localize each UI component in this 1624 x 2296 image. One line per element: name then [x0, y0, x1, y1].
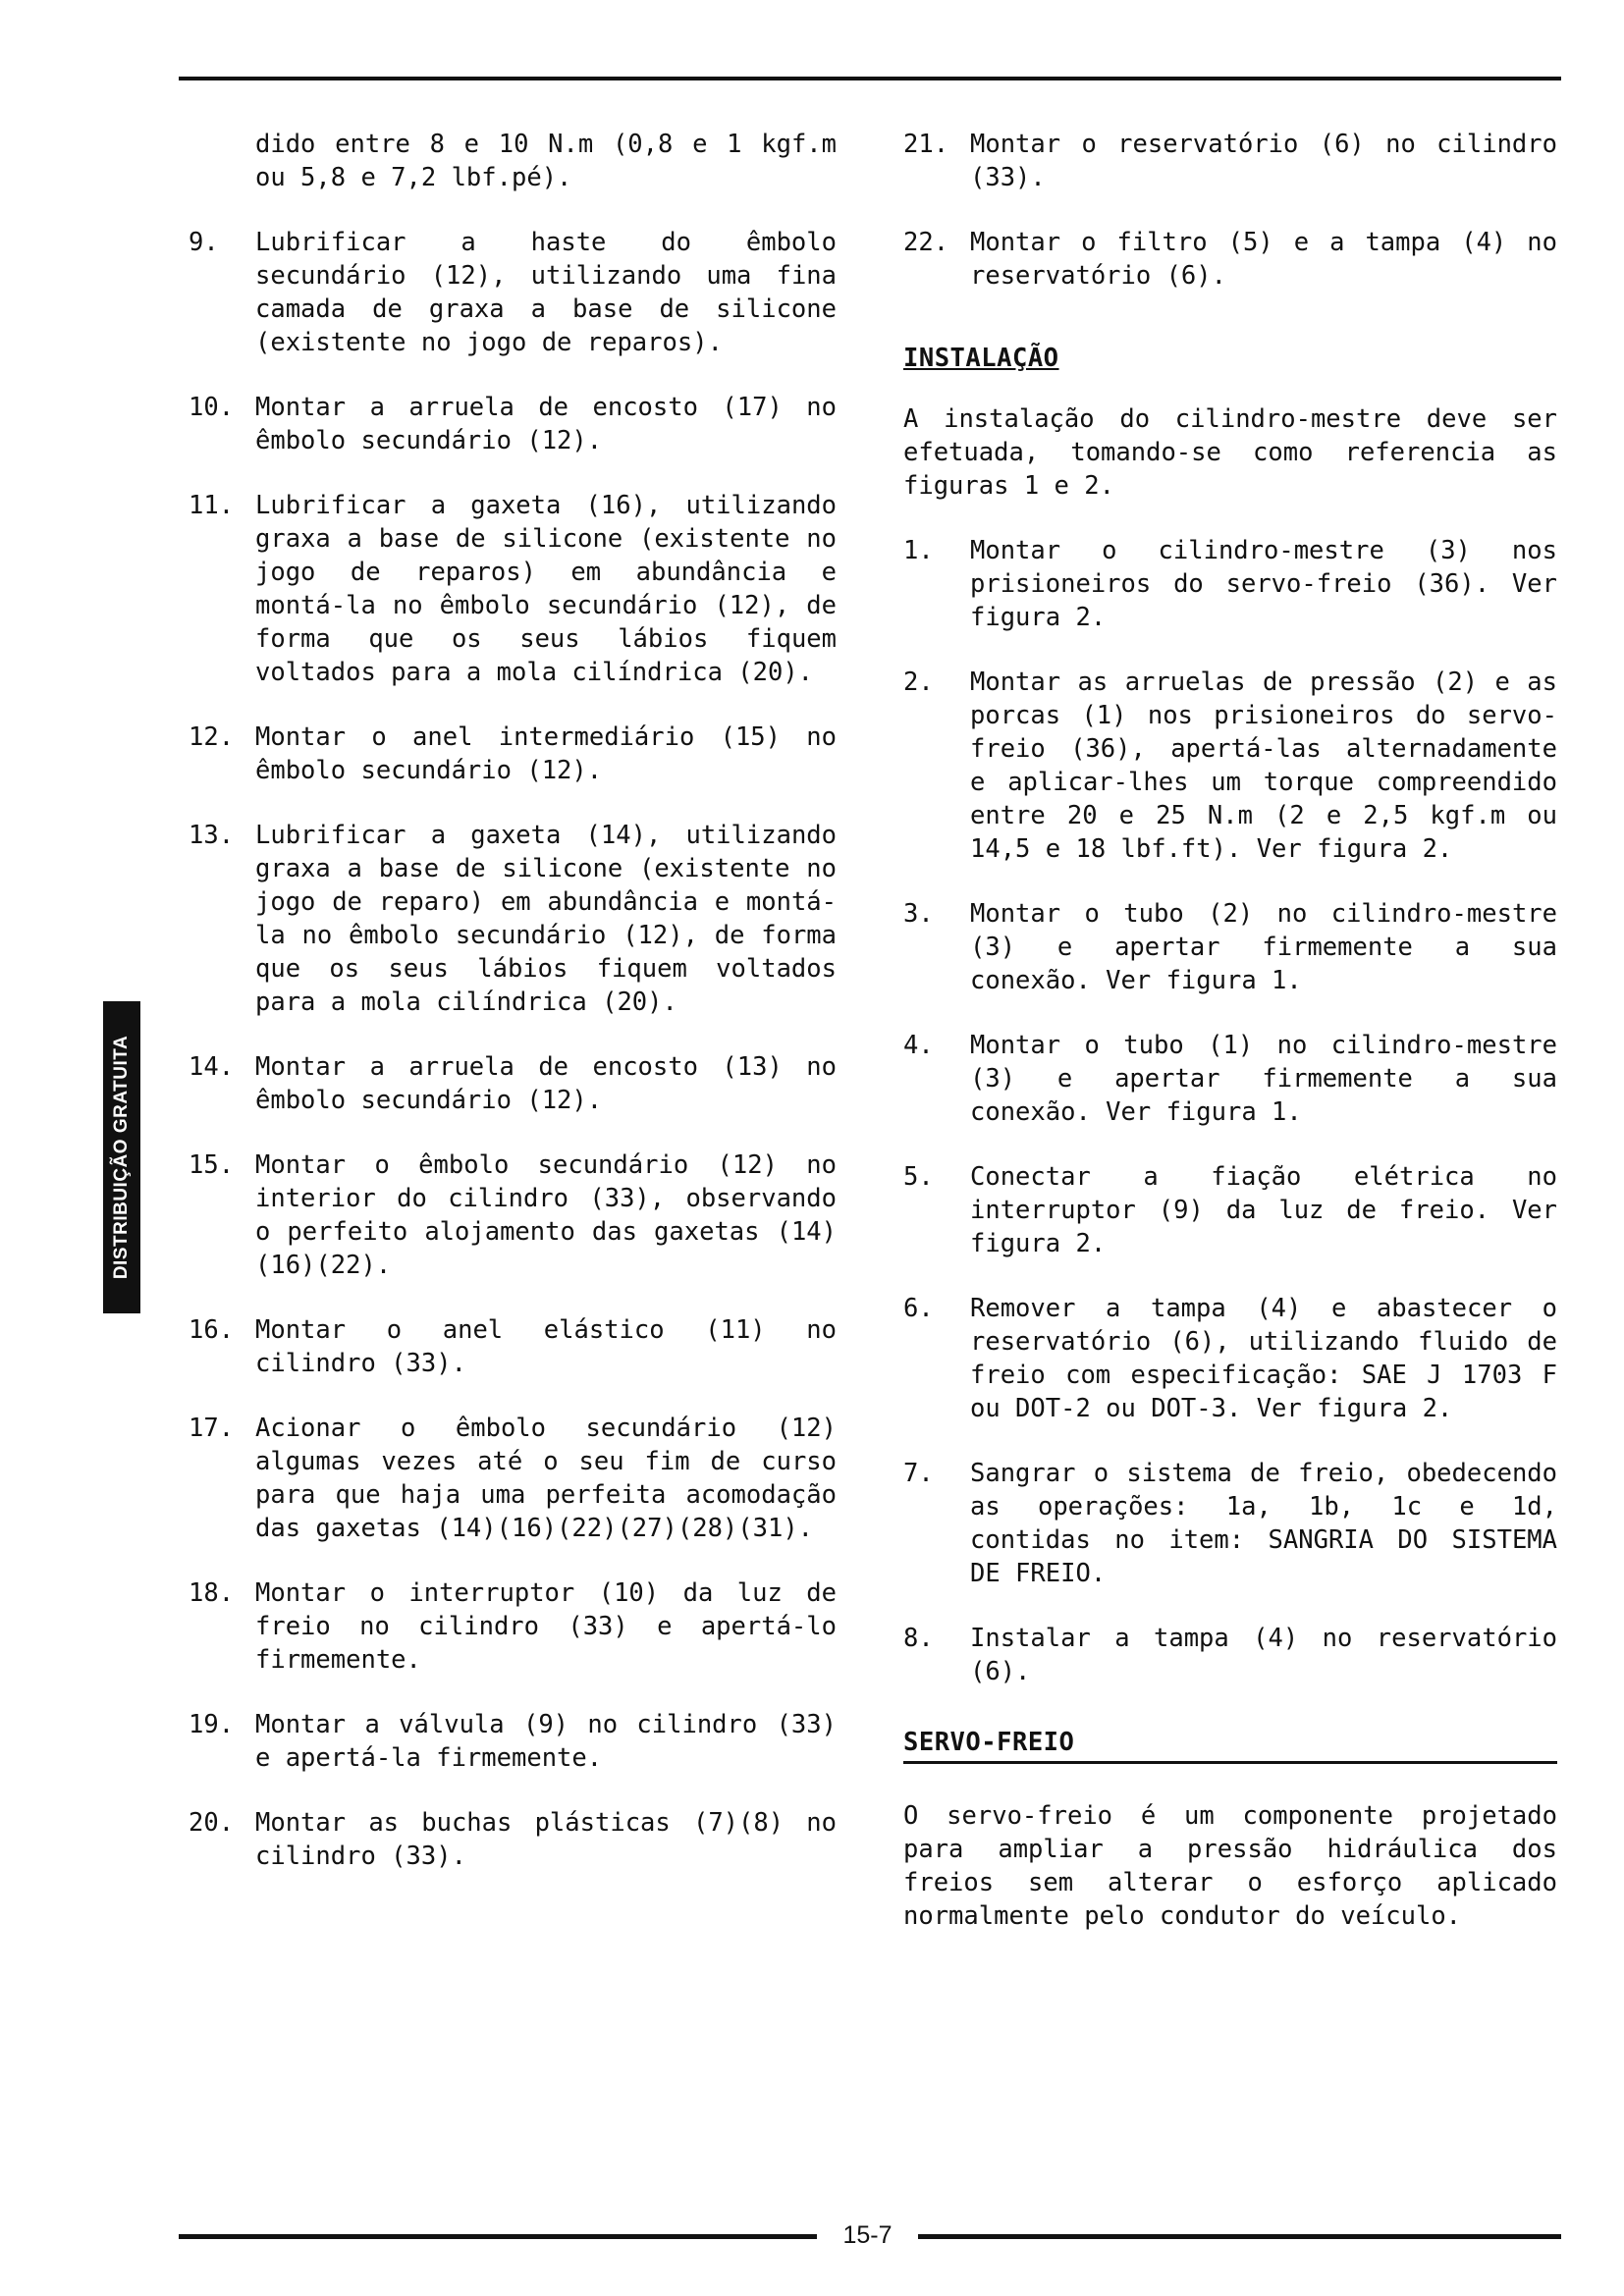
- sidebar-label: DISTRIBUIÇÃO GRATUITA: [111, 1035, 132, 1280]
- step-number: 7.: [903, 1459, 934, 1488]
- list-item: [189, 1412, 837, 1545]
- step-text: Acionar o êmbolo secundário (12) algumas vezes até o seu fim de curso para que haja uma perfeita acomodação das gaxetas (14)(16)(22)(27)(28)(31).: [255, 1414, 837, 1543]
- list-item: [189, 1806, 837, 1873]
- step-text: Montar o anel elástico (11) no cilindro (33).: [255, 1315, 837, 1378]
- step-text: Montar o reservatório (6) no cilindro (33).: [970, 130, 1557, 192]
- list-item: [189, 1050, 837, 1117]
- list-item: [189, 721, 837, 787]
- step-number: 15.: [189, 1150, 235, 1180]
- installation-intro: A instalação do cilindro-mestre deve ser efetuada, tomando-se como referencia as figuras 1 e 2.: [903, 404, 1557, 501]
- step-text: Sangrar o sistema de freio, obedecendo as operações: 1a, 1b, 1c e 1d, contidas no item: SANGRIA DO SISTEMA DE FREIO.: [970, 1459, 1557, 1588]
- list-item: [903, 226, 1557, 293]
- step-number: 20.: [189, 1808, 235, 1838]
- section-heading-installation: INSTALAÇÃO: [903, 344, 1059, 373]
- step-number: 21.: [903, 130, 949, 159]
- step-number: 19.: [189, 1710, 235, 1739]
- step-text: Montar o cilindro-mestre (3) nos prisioneiros do servo-freio (36). Ver figura 2.: [970, 536, 1557, 632]
- step-text: Montar o êmbolo secundário (12) no interior do cilindro (33), observando o perfeito alojamento das gaxetas (14)(16)(22).: [255, 1150, 837, 1280]
- step-number: 11.: [189, 491, 235, 520]
- list-item: [903, 1292, 1557, 1425]
- step-number: 1.: [903, 536, 934, 565]
- top-rule: [179, 77, 1561, 80]
- bottom-rule-right: [918, 2234, 1561, 2239]
- left-column: [189, 128, 837, 1904]
- step-number: 6.: [903, 1294, 934, 1323]
- list-item: [189, 226, 837, 359]
- list-item: [189, 1576, 837, 1677]
- step-text: Montar o tubo (1) no cilindro-mestre (3) e apertar firmemente a sua conexão. Ver figura 1.: [970, 1031, 1557, 1127]
- right-column: [903, 128, 1557, 1964]
- list-item: [189, 489, 837, 689]
- step-text: Conectar a fiação elétrica no interruptor (9) da luz de freio. Ver figura 2.: [970, 1162, 1557, 1258]
- step-number: 9.: [189, 228, 219, 257]
- step-number: 16.: [189, 1315, 235, 1345]
- step-number: 10.: [189, 393, 235, 422]
- continuation-text: dido entre 8 e 10 N.m (0,8 e 1 kgf.m ou 5,8 e 7,2 lbf.pé).: [255, 130, 837, 192]
- step-text: Montar as buchas plásticas (7)(8) no cilindro (33).: [255, 1808, 837, 1871]
- step-text: Instalar a tampa (4) no reservatório (6).: [970, 1624, 1557, 1686]
- step-text: Lubrificar a gaxeta (16), utilizando graxa a base de silicone (existente no jogo de reparos) em abundância e montá-la no êmbolo secundário (12), de forma que os seus lábios fiquem voltados para a mola cilíndrica (20).: [255, 491, 837, 687]
- step-text: Lubrificar a gaxeta (14), utilizando graxa a base de silicone (existente no jogo de reparo) em abundância e montá-la no êmbolo secundário (12), de forma que os seus lábios fiquem voltados para a mola cilíndrica (20).: [255, 821, 837, 1017]
- list-item: [903, 128, 1557, 194]
- list-item: [189, 1313, 837, 1380]
- step-number: 22.: [903, 228, 949, 257]
- step-text: Montar o interruptor (10) da luz de freio no cilindro (33) e apertá-lo firmemente.: [255, 1578, 837, 1675]
- step-text: Lubrificar a haste do êmbolo secundário (12), utilizando uma fina camada de graxa a base de silicone (existente no jogo de reparos).: [255, 228, 837, 357]
- step-number: 17.: [189, 1414, 235, 1443]
- list-item: [189, 1708, 837, 1775]
- sidebar-tab: [103, 1001, 140, 1313]
- step-number: 4.: [903, 1031, 934, 1060]
- list-item: [903, 1457, 1557, 1590]
- list-item: [903, 666, 1557, 866]
- list-item: [903, 897, 1557, 997]
- servo-freio-text: O servo-freio é um componente projetado para ampliar a pressão hidráulica dos freios sem alterar o esforço aplicado normalmente pelo condutor do veículo.: [903, 1801, 1557, 1931]
- list-item: [189, 391, 837, 457]
- list-item: [189, 819, 837, 1019]
- bottom-rule-left: [179, 2234, 817, 2239]
- list-item: [903, 1622, 1557, 1688]
- step-number: 14.: [189, 1052, 235, 1082]
- step-text: Remover a tampa (4) e abastecer o reservatório (6), utilizando fluido de freio com especificação: SAE J 1703 F ou DOT-2 ou DOT-3. Ver figura 2.: [970, 1294, 1557, 1423]
- step-number: 3.: [903, 899, 934, 929]
- list-item: [903, 534, 1557, 634]
- step-number: 2.: [903, 667, 934, 697]
- section-heading-servo-freio: SERVO-FREIO: [903, 1726, 1557, 1764]
- list-item: [903, 1029, 1557, 1129]
- step-text: Montar a válvula (9) no cilindro (33) e apertá-la firmemente.: [255, 1710, 837, 1773]
- step-text: Montar o anel intermediário (15) no êmbolo secundário (12).: [255, 722, 837, 785]
- step-text: Montar as arruelas de pressão (2) e as porcas (1) nos prisioneiros do servo-freio (36), apertá-las alternadamente e aplicar-lhes um torque compreendido entre 20 e 25 N.m (2 e 2,5 kgf.m ou 14,5 e 18 lbf.ft). Ver figura 2.: [970, 667, 1557, 864]
- step-text: Montar o filtro (5) e a tampa (4) no reservatório (6).: [970, 228, 1557, 291]
- step-number: 5.: [903, 1162, 934, 1192]
- step-text: Montar o tubo (2) no cilindro-mestre (3) e apertar firmemente a sua conexão. Ver figura 1.: [970, 899, 1557, 995]
- step-number: 13.: [189, 821, 235, 850]
- step-number: 8.: [903, 1624, 934, 1653]
- step-text: Montar a arruela de encosto (17) no êmbolo secundário (12).: [255, 393, 837, 455]
- list-item: [189, 1148, 837, 1282]
- step-number: 12.: [189, 722, 235, 752]
- step-number: 18.: [189, 1578, 235, 1608]
- step-text: Montar a arruela de encosto (13) no êmbolo secundário (12).: [255, 1052, 837, 1115]
- page-number: 15-7: [842, 2221, 893, 2249]
- list-item: [903, 1160, 1557, 1260]
